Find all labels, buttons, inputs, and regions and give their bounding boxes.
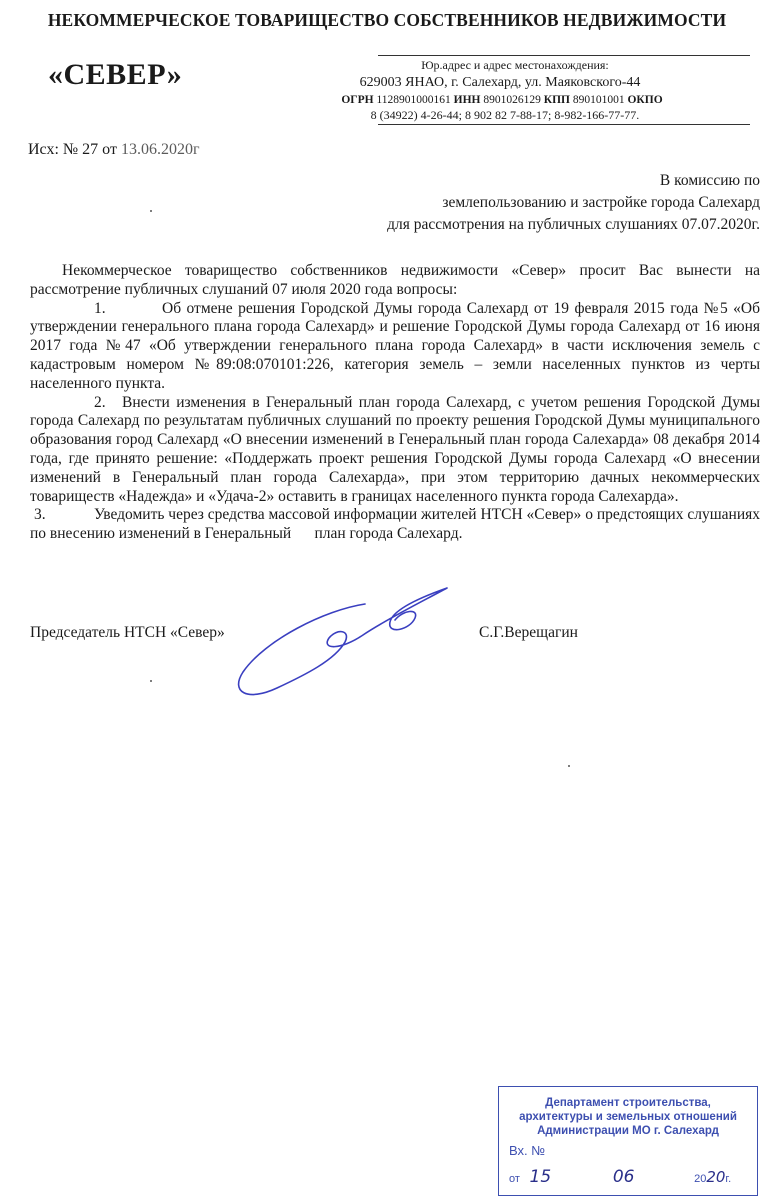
outgoing-number-value: 27 (82, 141, 99, 158)
address-line: 629003 ЯНАО, г. Салехард, ул. Маяковского-44 (359, 75, 641, 90)
list-item-1-text: Об отмене решения Городской Думы города Салехард от 19 февраля 2015 года №5 «Об утверждении генерального плана города Салехард» и решение Городской Думы города Салехард от 16 июня 2017 года №47 «Об утверждении генерального плана города Салехард» в части исключения земель с кадастровым номером №89:08:070101:226, категория земель – земли населенных пунктов из черты населенного пункта. (30, 299, 760, 392)
letter-body (30, 262, 764, 544)
list-item-2 (30, 394, 760, 507)
registration-codes (312, 93, 692, 107)
list-item-3-text: Уведомить через средства массовой информации жителей НТСН «Север» о предстоящих слушаниях по внесению изменений в Генеральный план города Салехард. (30, 506, 764, 543)
stamp-day: 15 (529, 1167, 552, 1187)
registration-stamp (498, 1086, 758, 1196)
inn-value: 8901026129 (483, 94, 541, 106)
outgoing-date: 13.06.2020г (120, 141, 200, 158)
header-divider-top (378, 55, 750, 56)
scan-speck (568, 765, 570, 767)
signatory-name: С.Г.Верещагин (479, 624, 578, 641)
list-item-1 (30, 300, 760, 394)
outgoing-label: Исх: № (28, 141, 79, 158)
scan-speck (150, 680, 152, 682)
outgoing-number (28, 141, 200, 159)
list-item-2-number: 2. (94, 393, 106, 411)
recipient-line-2: землепользованию и застройке города Салехард (442, 194, 760, 211)
stamp-from-label: от (509, 1173, 520, 1185)
signatory-position: Председатель НТСН «Север» (30, 624, 225, 641)
stamp-line-2: архитектуры и земельных отношений (519, 1111, 737, 1123)
stamp-year-suffix: 20 (706, 1168, 726, 1186)
okpo-label: ОКПО (627, 94, 663, 106)
stamp-line-3: Администрации МО г. Салехард (537, 1125, 719, 1137)
organization-title: НЕКОММЕРЧЕСКОЕ ТОВАРИЩЕСТВО СОБСТВЕННИКОВ НЕДВИЖИМОСТИ (47, 10, 727, 30)
phones-line: 8 (34922) 4-26-44; 8 902 82 7-88-17; 8-982-166-77-77. (370, 108, 640, 122)
address-label: Юр.адрес и адрес местонахождения: (421, 58, 609, 72)
stamp-year-prefix: 20 (694, 1173, 707, 1185)
recipient-line-3: для рассмотрения на публичных слушаниях 07.07.2020г. (387, 216, 760, 233)
kpp-value: 890101001 (572, 94, 625, 106)
recipient-line-1: В комиссию по (659, 172, 760, 189)
handwritten-signature (225, 580, 455, 705)
stamp-incoming-label: Вх. № (509, 1143, 546, 1158)
brand-name: «СЕВЕР» (48, 58, 183, 91)
list-item-3 (30, 506, 764, 544)
scan-speck (150, 210, 152, 212)
ogrn-label: ОГРН (341, 94, 374, 106)
stamp-year-end: г. (725, 1173, 732, 1185)
stamp-month: 06 (612, 1167, 635, 1187)
list-item-1-number: 1. (94, 299, 106, 317)
list-item-2-text: Внести изменения в Генеральный план города Салехард, с учетом решения Городской Думы города Салехард по результатам публичных слушаний по проекту решения Городской Думы муниципального образования город Салехард «О внесении изменений в Генеральный план города Салехарда» 08 декабря 2014 года, где принято решение: «Поддержать проект решения Городской Думы города Салехард «О внесении изменений в Генеральный план города Салехарда», при этом территорию дачных некоммерческих товариществ «Надежда» и «Удача-2» оставить в границах населенного пункта города Салехарда». (30, 393, 760, 505)
list-item-3-number: 3. (34, 506, 46, 524)
ogrn-value: 1128901000161 (376, 94, 451, 106)
intro-paragraph: Некоммерческое товарищество собственников недвижимости «Север» просит Вас вынести на рассмотрение публичных слушаний 07 июля 2020 года вопросы: (30, 262, 760, 298)
stamp-date-row (509, 1167, 749, 1187)
header-divider-bottom (378, 124, 750, 125)
outgoing-from-label: от (102, 141, 117, 158)
inn-label: ИНН (453, 94, 481, 106)
stamp-line-1: Департамент строительства, (545, 1097, 711, 1109)
kpp-label: КПП (543, 94, 570, 106)
